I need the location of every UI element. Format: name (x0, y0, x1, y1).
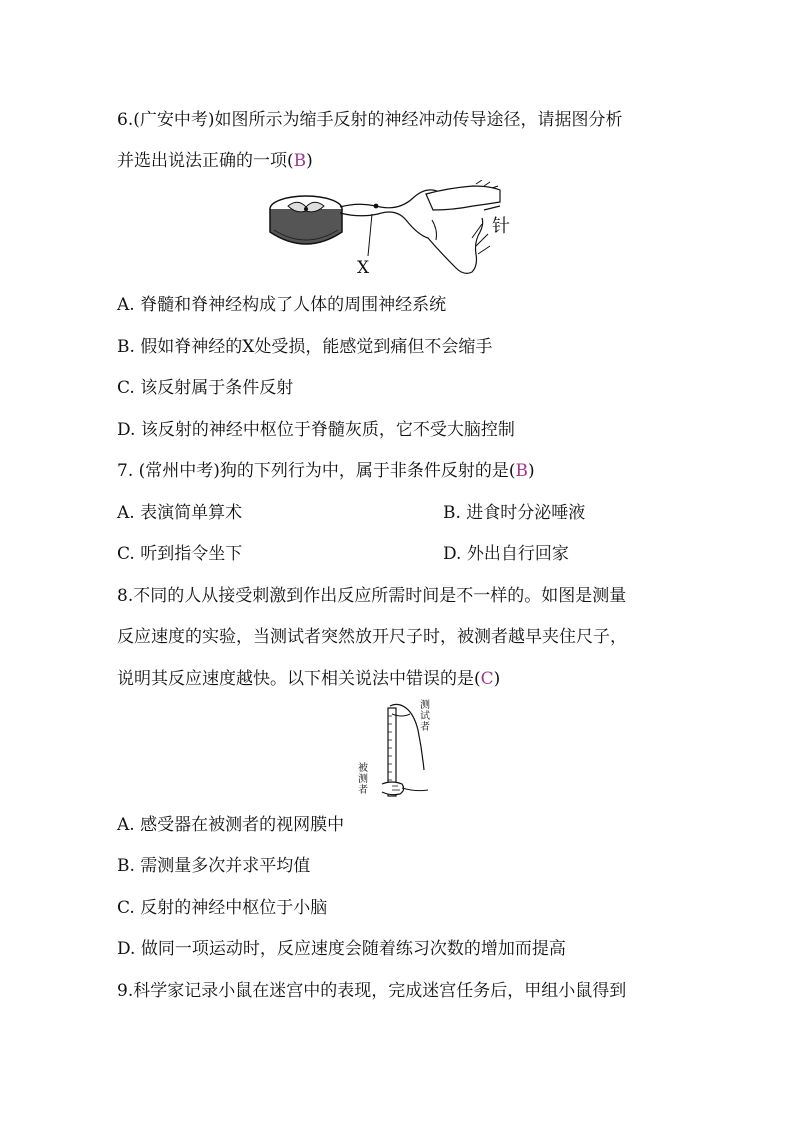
tester-label: 测试者 (420, 700, 430, 733)
q7-option-b: B. 进食时分泌唾液 (443, 503, 586, 523)
q8-option-b: B. 需测量多次并求平均值 (117, 856, 311, 876)
q8-stem-close: ) (493, 669, 501, 689)
q8-option-d: D. 做同一项运动时，反应速度会随着练习次数的增加而提高 (117, 939, 566, 959)
q9-stem-line1: 9.科学家记录小鼠在迷宫中的表现，完成迷宫任务后，甲组小鼠得到 (117, 981, 627, 1001)
subject-label: 被测者 (358, 763, 368, 796)
q6-stem-text: 并选出说法正确的一项( (117, 151, 294, 171)
reflex-arc-figure (268, 180, 518, 280)
q7-stem-text: 7. (常州中考)狗的下列行为中，属于非条件反射的是( (117, 461, 516, 481)
q6-stem-close: ) (306, 151, 313, 171)
q8-answer: C (480, 669, 494, 689)
q6-stem-line1: 6.(广安中考)如图所示为缩手反射的神经冲动传导途径，请据图分析 (117, 110, 623, 130)
q7-answer: B (515, 461, 529, 481)
reflex-arc-illustration (268, 180, 518, 280)
q8-stem-line1: 8.不同的人从接受刺激到作出反应所需时间是不一样的。如图是测量 (117, 586, 627, 606)
q6-option-a: A. 脊髓和脊神经构成了人体的周围神经系统 (117, 295, 447, 315)
q8-stem-line3 (117, 668, 500, 690)
q8-option-a: A. 感受器在被测者的视网膜中 (117, 815, 345, 835)
q7-stem-close: ) (528, 461, 535, 481)
q6-option-b: B. 假如脊神经的X处受损，能感觉到痛但不会缩手 (117, 337, 493, 357)
q6-answer: B (293, 151, 307, 171)
q7-option-d: D. 外出自行回家 (443, 544, 569, 564)
x-label: X (357, 258, 370, 278)
q6-option-c: C. 该反射属于条件反射 (117, 378, 294, 398)
q7-option-a: A. 表演简单算术 (117, 503, 243, 523)
q8-stem-line2: 反应速度的实验，当测试者突然放开尺子时，被测者越早夹住尺子， (117, 627, 627, 647)
q8-option-c: C. 反射的神经中枢位于小脑 (117, 898, 328, 918)
needle-label: 针 (492, 216, 510, 237)
q8-stem-text: 说明其反应速度越快。以下相关说法中错误的是( (117, 669, 481, 689)
q6-stem-line2 (117, 150, 313, 172)
q6-option-d: D. 该反射的神经中枢位于脊髓灰质，它不受大脑控制 (117, 420, 515, 440)
q7-stem (117, 460, 535, 482)
q7-option-c: C. 听到指令坐下 (117, 544, 243, 564)
